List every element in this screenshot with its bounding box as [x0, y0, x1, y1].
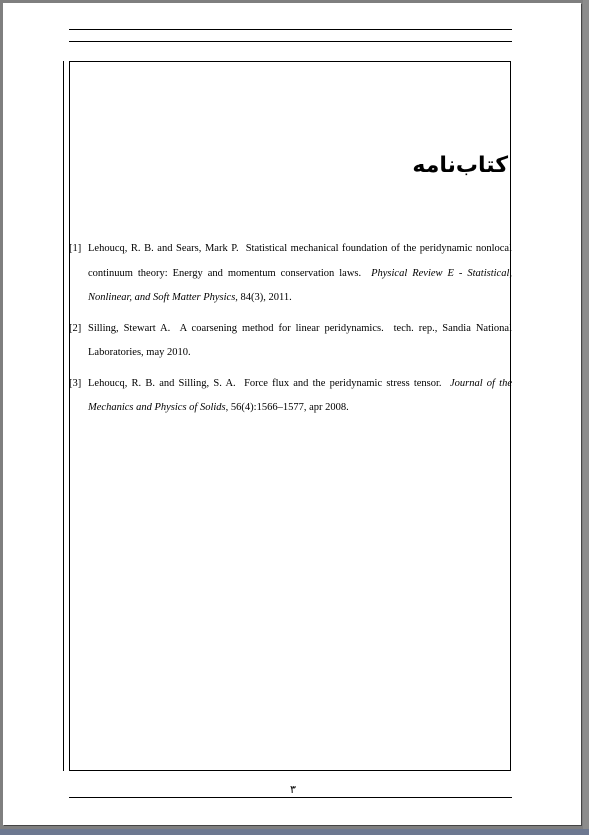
- bibliography-list: [69, 237, 512, 427]
- reference-title: Force flux and the peridynamic stress tensor.: [244, 377, 442, 389]
- header-rule-bottom: [69, 41, 512, 42]
- reference-authors: Lehoucq, R. B. and Sears, Mark P.: [88, 243, 239, 254]
- reference-title: A coarsening method for linear peridynamics.: [179, 322, 384, 334]
- reference-details: , 56(4):1566–1577, apr 2008.: [225, 402, 349, 413]
- reference-title: Statistical mechanical foundation of the peridynamic nonlocal continuum theory: Energy and momentum conservation laws.: [88, 243, 512, 279]
- viewer-scrollbar-edge: [0, 829, 589, 835]
- header-rule-top: [69, 29, 512, 30]
- reference-authors: Silling, Stewart A.: [88, 322, 171, 334]
- reference-number: [3]: [69, 377, 82, 389]
- reference-venue: Physical Review E - Statistical, Nonlinear, and Soft Matter Physics: [88, 267, 512, 303]
- reference-details: tech. rep., Sandia National Laboratories, may 2010.: [88, 322, 512, 358]
- footer-rule: [69, 797, 512, 798]
- reference-venue: Journal of the Mechanics and Physics of Solids: [88, 377, 512, 413]
- reference-details: , 84(3), 2011.: [235, 292, 292, 303]
- reference-number: [1]: [69, 243, 82, 254]
- page-title: کتاب‌نامه: [412, 153, 508, 178]
- reference-item: [69, 372, 512, 421]
- viewer-right-edge: [583, 0, 589, 835]
- reference-item: [69, 237, 512, 311]
- reference-number: [2]: [69, 322, 82, 334]
- reference-item: [69, 317, 512, 366]
- reference-authors: Lehoucq, R. B. and Silling, S. A.: [88, 377, 236, 389]
- document-page: [3, 3, 581, 825]
- margin-line: [63, 61, 64, 771]
- page-number: ۳: [290, 783, 296, 796]
